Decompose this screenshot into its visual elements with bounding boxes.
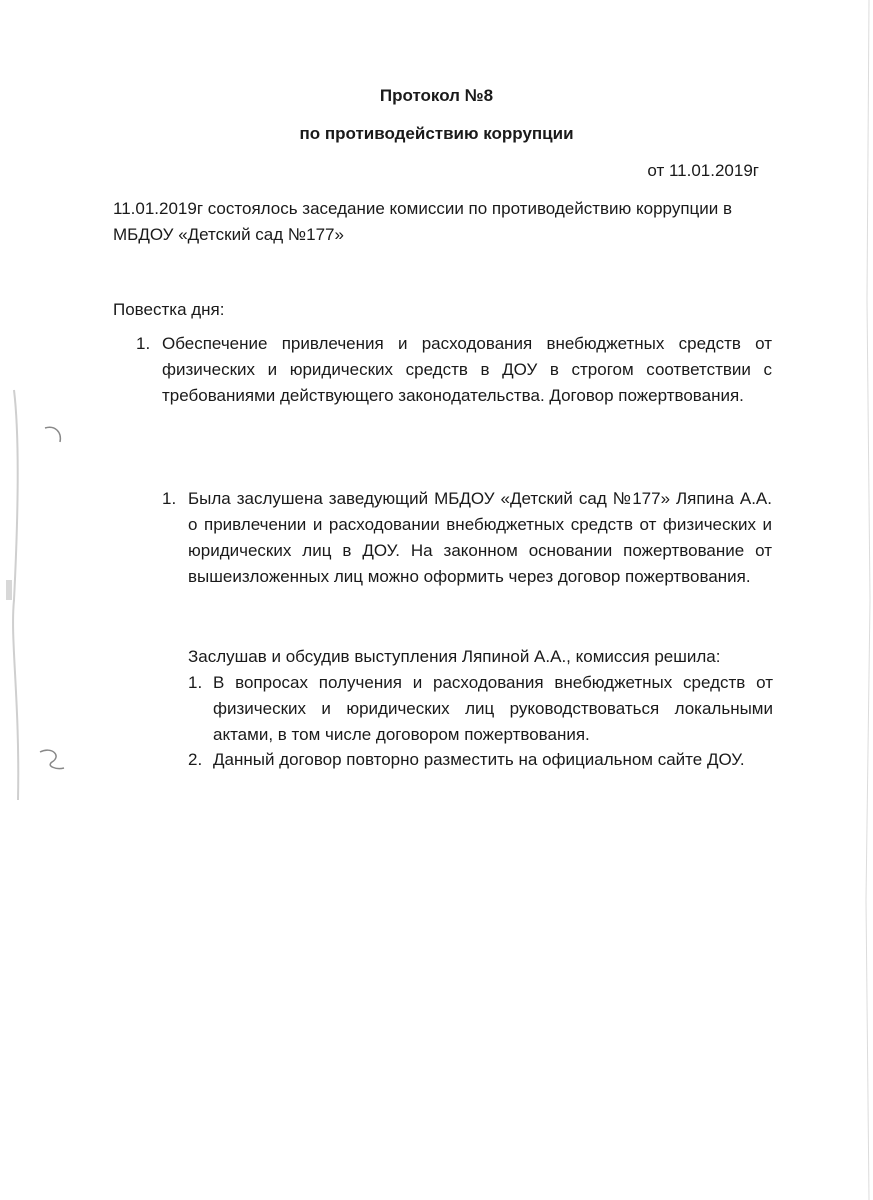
document-date: от 11.01.2019г bbox=[647, 161, 759, 180]
intro-paragraph: 11.01.2019г состоялось заседание комиссии по противодействию коррупции в МБДОУ «Детский сад №177» bbox=[113, 199, 733, 244]
document-title: Протокол №8 bbox=[379, 86, 494, 105]
agenda-item-number: 1. bbox=[136, 334, 151, 353]
scan-edge-decoration bbox=[855, 0, 873, 1200]
agenda-title: Повестка дня: bbox=[113, 300, 225, 319]
decision-number: 2. bbox=[188, 750, 203, 769]
decision-text: Данный договор повторно разместить на официальном сайте ДОУ. bbox=[213, 750, 745, 769]
heard-item-number: 1. bbox=[162, 489, 177, 508]
decision-text: В вопросах получения и расходования внебюджетных средств от физических и юридических лиц руководствоваться локальными актами, в том числе договором пожертвования. bbox=[213, 673, 773, 744]
heard-item-text: Была заслушена заведующий МБДОУ «Детский сад №177» Ляпина А.А. о привлечении и расходовании внебюджетных средств от физических и юридических лиц в ДОУ. На законном основании пожертвование от вышеизложенных лиц можно оформить через договор пожертвования. bbox=[188, 489, 772, 586]
binding-thread-decoration bbox=[0, 0, 80, 1200]
decision-intro: Заслушав и обсудив выступления Ляпиной А.А., комиссия решила: bbox=[188, 647, 721, 666]
document-subtitle: по противодействию коррупции bbox=[299, 124, 574, 143]
agenda-item-text: Обеспечение привлечения и расходования внебюджетных средств от физических и юридических средств в ДОУ в строгом соответствии с требованиями действующего законодательства. Договор пожертвования. bbox=[162, 334, 772, 405]
decision-number: 1. bbox=[188, 673, 203, 692]
